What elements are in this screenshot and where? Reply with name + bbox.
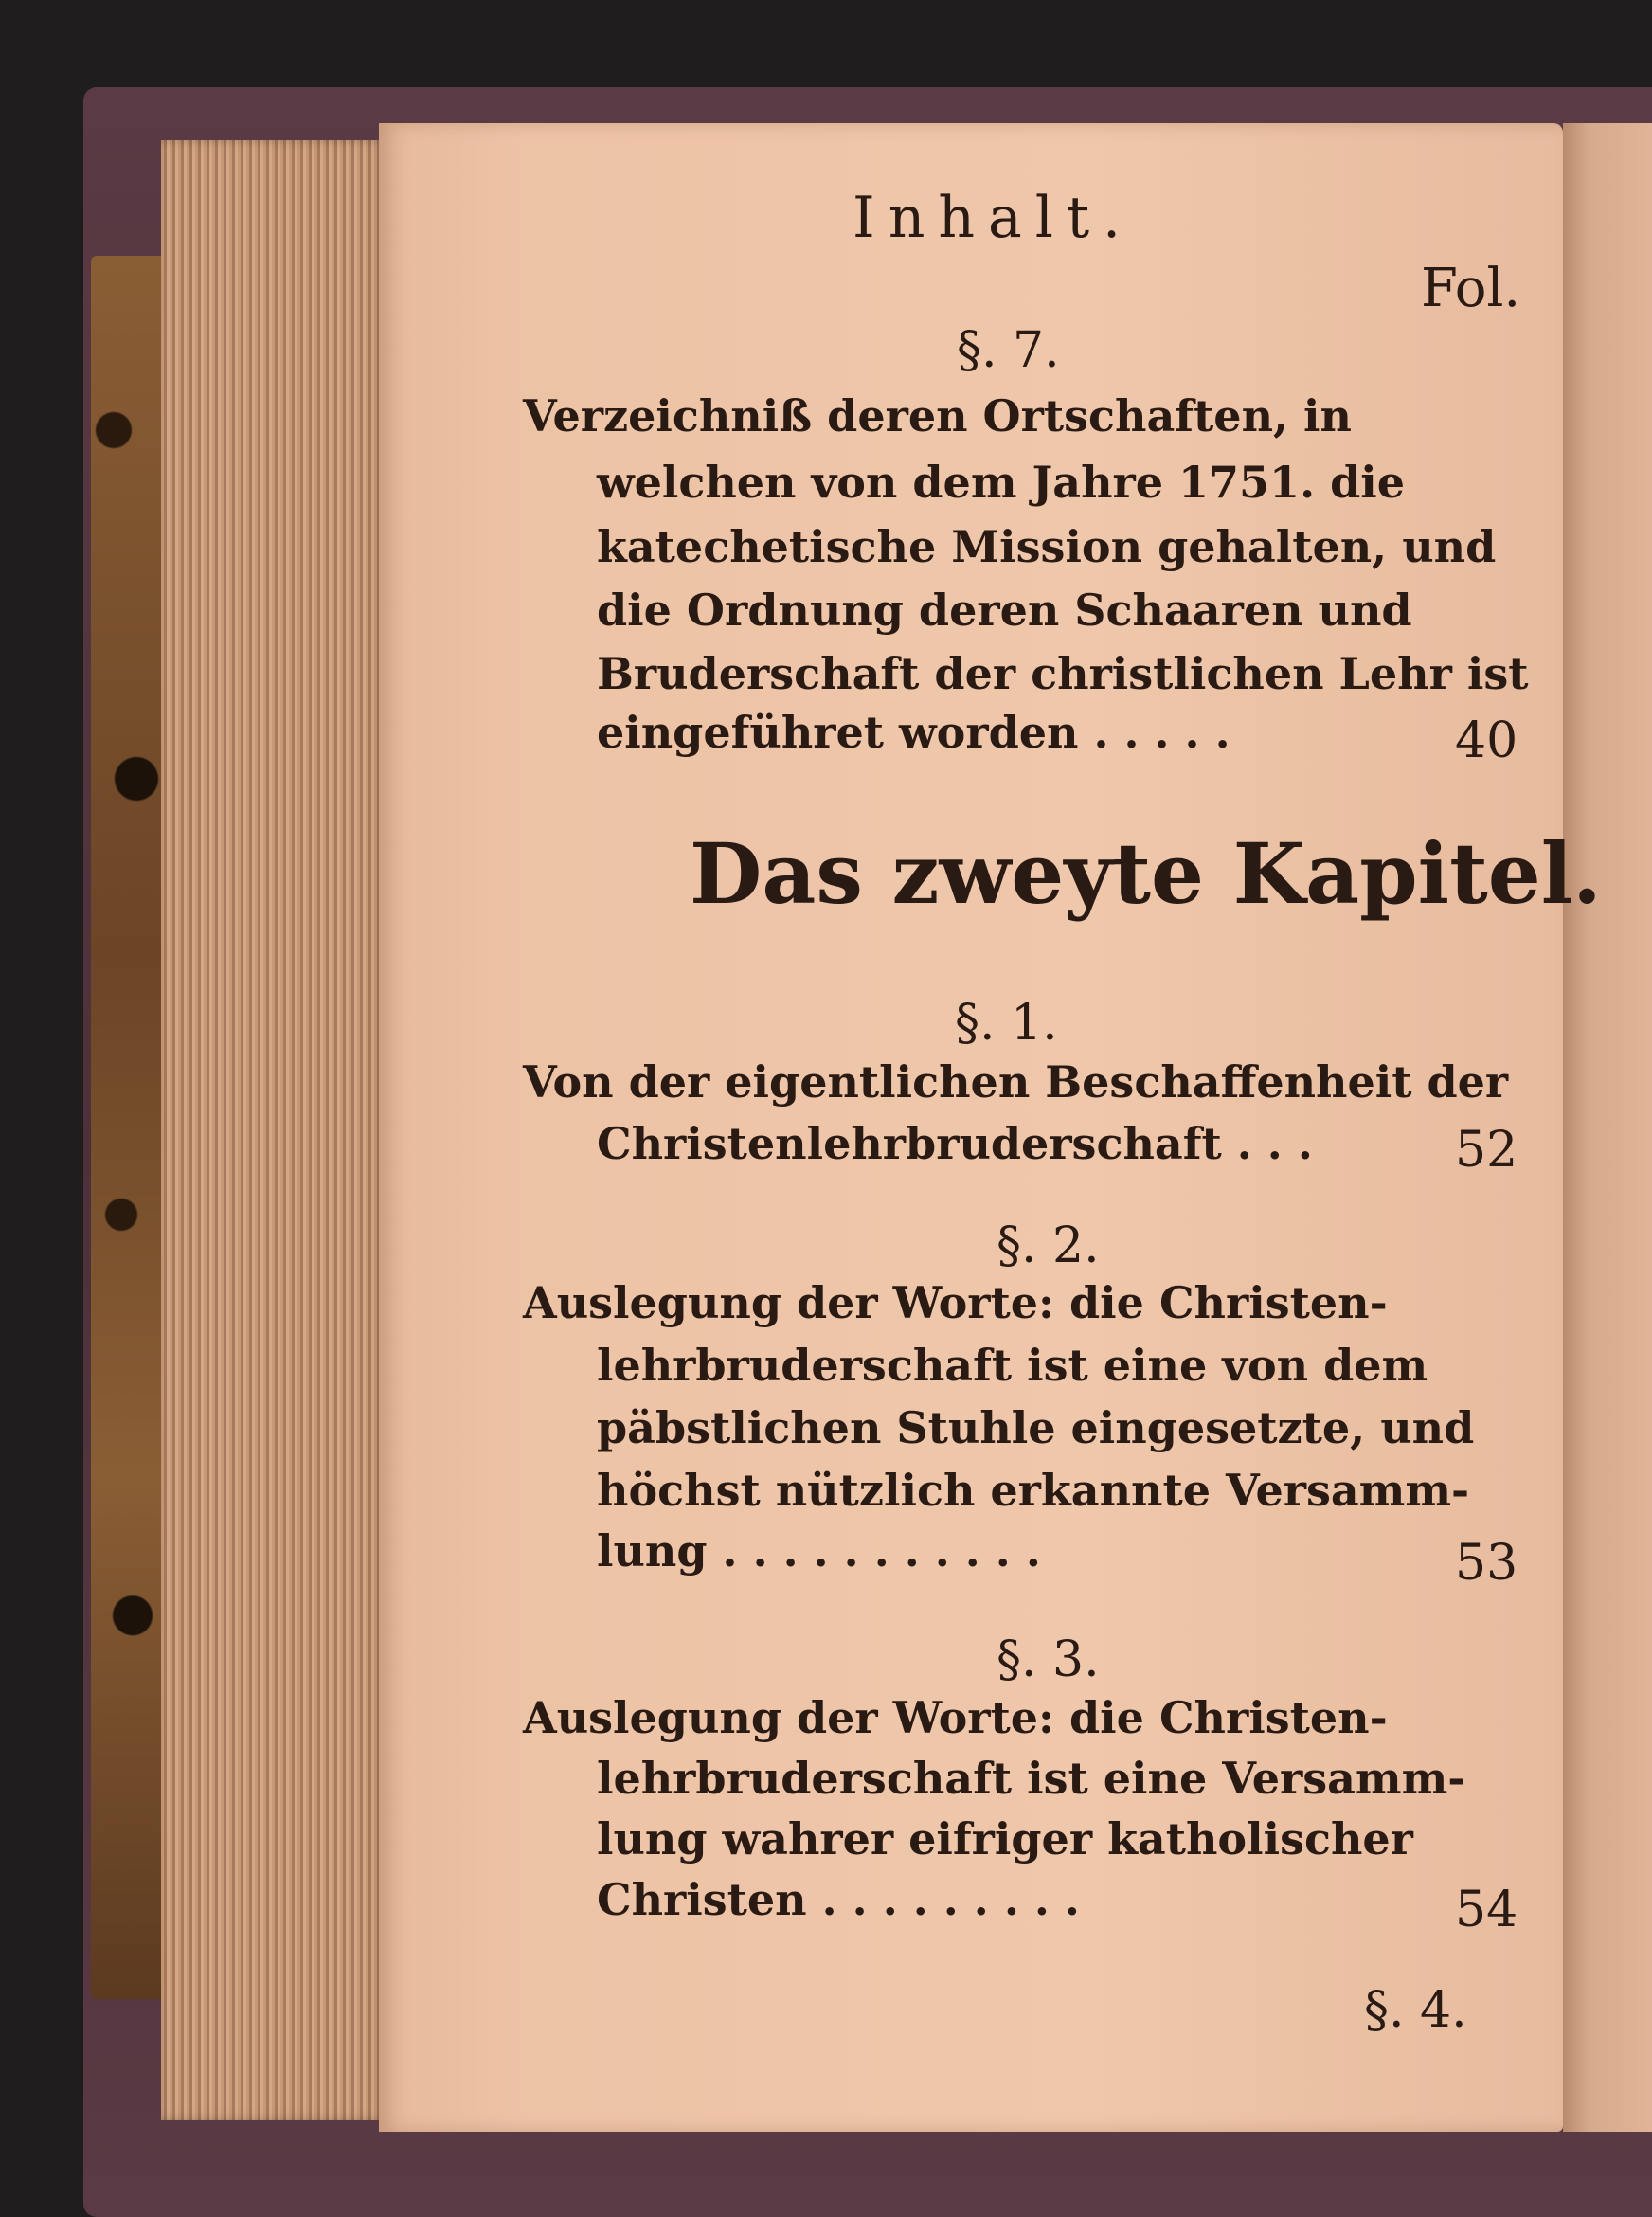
section-number: §. 2. — [997, 1217, 1100, 1274]
running-title: Inhalt. — [853, 185, 1135, 251]
page-edges — [161, 140, 386, 2120]
entry-line: katechetische Mission gehalten, und — [597, 521, 1497, 572]
entry-line: Verzeichniß deren Ortschaften, in — [523, 390, 1352, 442]
section-number: §. 1. — [955, 995, 1058, 1052]
entry-line: Von der eigentlichen Beschaffenheit der — [523, 1056, 1509, 1108]
next-page-edge — [1563, 123, 1652, 2132]
page-number: 53 — [1455, 1535, 1518, 1592]
entry-line: die Ordnung deren Schaaren und — [597, 585, 1412, 636]
entry-line: Christenlehrbruderschaft . . . — [597, 1118, 1313, 1169]
entry-line: welchen von dem Jahre 1751. die — [597, 457, 1405, 508]
entry-line: päbstlichen Stuhle eingesetzte, und — [597, 1402, 1475, 1453]
entry-line: Auslegung der Worte: die Christen- — [523, 1692, 1388, 1743]
entry-line: Christen . . . . . . . . . — [597, 1874, 1080, 1925]
entry-line: lehrbruderschaft ist eine Versamm- — [597, 1753, 1466, 1804]
page-number: 54 — [1455, 1882, 1518, 1938]
section-number: §. 7. — [957, 322, 1060, 379]
entry-line: lung . . . . . . . . . . . — [597, 1525, 1041, 1577]
entry-line: eingeführet worden . . . . . — [597, 707, 1230, 758]
entry-line: Auslegung der Worte: die Christen- — [523, 1277, 1388, 1328]
entry-line: lehrbruderschaft ist eine von dem — [597, 1340, 1428, 1391]
page-number: 40 — [1455, 712, 1518, 769]
catchword: §. 4. — [1364, 1982, 1467, 2039]
section-number: §. 3. — [997, 1631, 1100, 1688]
entry-line: Bruderschaft der christlichen Lehr ist — [597, 648, 1529, 699]
marbled-edge — [91, 256, 167, 1999]
entry-line: lung wahrer eifriger katholischer — [597, 1813, 1413, 1865]
chapter-title: Das zweyte Kapitel. — [690, 824, 1602, 923]
page-number: 52 — [1455, 1122, 1518, 1179]
folio-label: Fol. — [1421, 258, 1521, 319]
entry-line: höchst nützlich erkannte Versamm- — [597, 1465, 1470, 1516]
